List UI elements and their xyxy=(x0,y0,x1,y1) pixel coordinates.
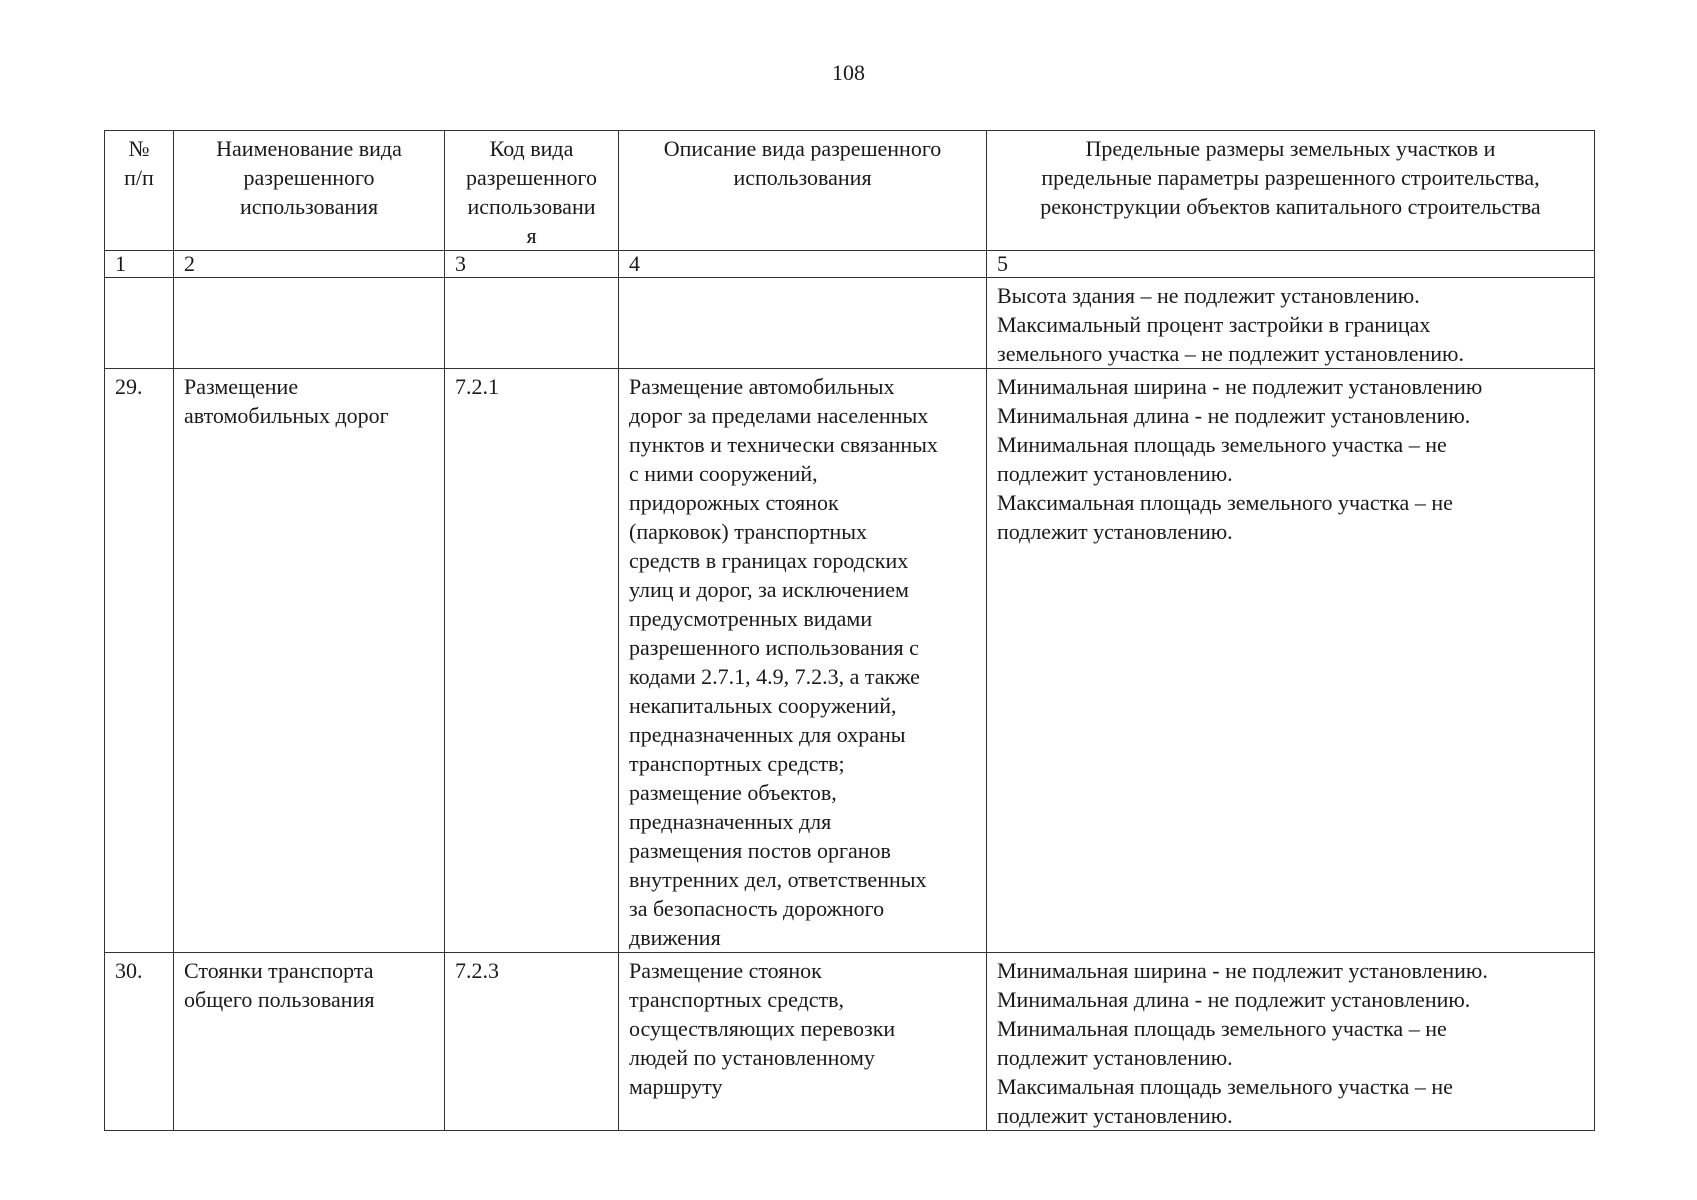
text-line: Минимальная длина - не подлежит установлению. xyxy=(997,403,1471,428)
row-number-cell: 30. xyxy=(105,953,174,1131)
header-cell-description xyxy=(619,131,987,251)
text-line: предназначенных для охраны xyxy=(629,722,906,747)
text-line: Предельные размеры земельных участков и xyxy=(1085,136,1496,161)
text-line: Максимальная площадь земельного участка – не xyxy=(997,490,1453,515)
text-line: автомобильных дорог xyxy=(184,403,389,428)
text-line: подлежит установлению. xyxy=(997,1045,1233,1070)
text-line: транспортных средств, xyxy=(629,987,845,1012)
text-line: я xyxy=(526,223,537,248)
table-row xyxy=(105,278,1595,369)
text-line: разрешенного xyxy=(466,165,597,190)
land-use-table xyxy=(104,130,1595,1131)
text-line: размещения постов органов xyxy=(629,838,891,863)
text-line: людей по установленному xyxy=(629,1045,875,1070)
use-code-cell: 7.2.3 xyxy=(445,953,619,1131)
limits-cell xyxy=(987,278,1595,369)
column-number-cell: 3 xyxy=(445,251,619,278)
text-line: разрешенного xyxy=(243,165,375,190)
text-line: размещение объектов, xyxy=(629,780,837,805)
text-line: некапитальных сооружений, xyxy=(629,693,897,718)
use-code-cell xyxy=(445,278,619,369)
text-line: Код вида xyxy=(489,136,574,161)
text-line: Стоянки транспорта xyxy=(184,958,374,983)
text-line: общего пользования xyxy=(184,987,375,1012)
use-name-cell xyxy=(174,369,445,953)
text-line: предельные параметры разрешенного строительства, xyxy=(1041,165,1540,190)
row-number-cell xyxy=(105,278,174,369)
text-line: Высота здания – не подлежит установлению. xyxy=(997,283,1420,308)
text-line: п/п xyxy=(124,165,154,190)
column-number-row xyxy=(105,251,1595,278)
text-line: земельного участка – не подлежит установлению. xyxy=(997,341,1464,366)
column-number-cell: 2 xyxy=(174,251,445,278)
text-line: № xyxy=(128,136,150,161)
use-description-cell xyxy=(619,369,987,953)
text-line: маршруту xyxy=(629,1074,723,1099)
text-line: подлежит установлению. xyxy=(997,1103,1233,1128)
use-code-cell: 7.2.1 xyxy=(445,369,619,953)
table-header-row xyxy=(105,131,1595,251)
text-line: Размещение стоянок xyxy=(629,958,822,983)
text-line: разрешенного использования с xyxy=(629,635,919,660)
text-line: Наименование вида xyxy=(216,136,402,161)
text-line: использования xyxy=(733,165,872,190)
text-line: использования xyxy=(239,194,379,219)
text-line: Минимальная длина - не подлежит установлению. xyxy=(997,987,1471,1012)
row-number-cell: 29. xyxy=(105,369,174,953)
use-name-cell xyxy=(174,278,445,369)
text-line: (парковок) транспортных xyxy=(629,519,868,544)
text-line: Описание вида разрешенного xyxy=(663,136,942,161)
use-description-cell xyxy=(619,953,987,1131)
limits-cell xyxy=(987,369,1595,953)
text-line: внутренних дел, ответственных xyxy=(629,867,927,892)
text-line: Размещение автомобильных xyxy=(629,374,895,399)
text-line: осуществляющих перевозки xyxy=(629,1016,896,1041)
text-line: с ними сооружений, xyxy=(629,461,818,486)
text-line: Минимальная ширина - не подлежит установлению xyxy=(997,374,1483,399)
text-line: использовани xyxy=(467,194,596,219)
page-number: 108 xyxy=(832,60,865,85)
header-cell-number xyxy=(105,131,174,251)
text-line: предусмотренных видами xyxy=(629,606,873,631)
text-line: Максимальный процент застройки в границах xyxy=(997,312,1431,337)
text-line: Минимальная ширина - не подлежит установлению. xyxy=(997,958,1488,983)
text-line: реконструкции объектов капитального строительства xyxy=(1040,194,1541,219)
column-number-cell: 5 xyxy=(987,251,1595,278)
text-line: кодами 2.7.1, 4.9, 7.2.3, а также xyxy=(629,664,920,689)
use-name-cell xyxy=(174,953,445,1131)
text-line: дорог за пределами населенных xyxy=(629,403,929,428)
text-line: подлежит установлению. xyxy=(997,519,1233,544)
limits-cell xyxy=(987,953,1595,1131)
text-line: движения xyxy=(629,925,721,950)
table-row xyxy=(105,369,1595,953)
text-line: Минимальная площадь земельного участка – не xyxy=(997,432,1447,457)
header-cell-limits xyxy=(987,131,1595,251)
text-line: придорожных стоянок xyxy=(629,490,839,515)
text-line: предназначенных для xyxy=(629,809,832,834)
text-line: Размещение xyxy=(184,374,299,399)
text-line: за безопасность дорожного xyxy=(629,896,885,921)
text-line: улиц и дорог, за исключением xyxy=(629,577,909,602)
text-line: пунктов и технически связанных xyxy=(629,432,938,457)
text-line: Максимальная площадь земельного участка – не xyxy=(997,1074,1453,1099)
text-line: транспортных средств; xyxy=(629,751,845,776)
text-line: средств в границах городских xyxy=(629,548,909,573)
text-line: подлежит установлению. xyxy=(997,461,1233,486)
column-number-cell: 1 xyxy=(105,251,174,278)
header-cell-code xyxy=(445,131,619,251)
column-number-cell: 4 xyxy=(619,251,987,278)
use-description-cell xyxy=(619,278,987,369)
text-line: Минимальная площадь земельного участка – не xyxy=(997,1016,1447,1041)
table-row xyxy=(105,953,1595,1131)
header-cell-name xyxy=(174,131,445,251)
